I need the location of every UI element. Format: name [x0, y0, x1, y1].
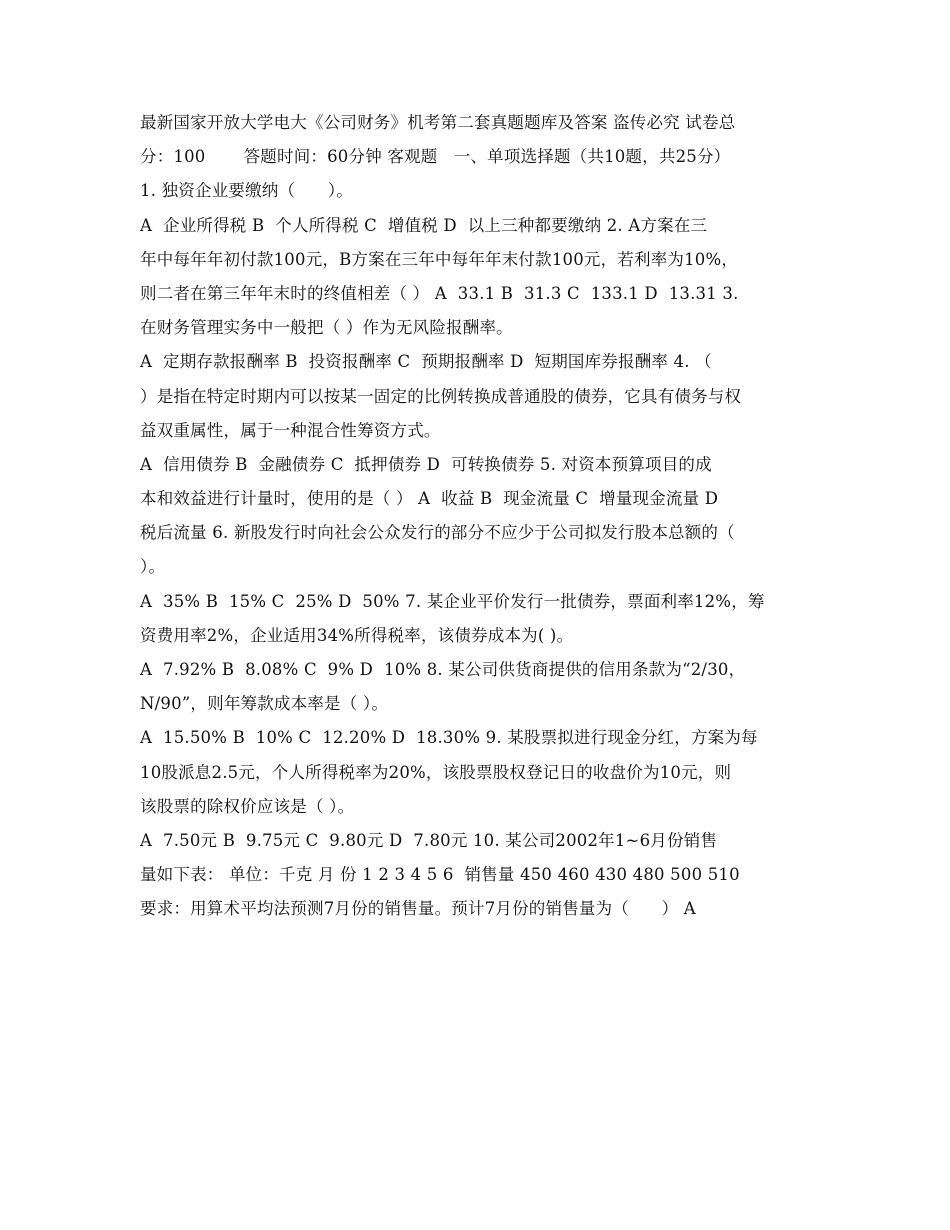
- text-line: 量如下表： 单位：千克 月 份 1 2 3 4 5 6 销售量 450 460 430 480 500 510: [140, 865, 740, 885]
- text-line: 年中每年年初付款100元，B方案在三年中每年年末付款100元，若利率为10%，: [140, 249, 739, 269]
- text-line: ）。: [140, 557, 166, 577]
- text-line: ）是指在特定时期内可以按某一固定的比例转换成普通股的债券，它具有债务与权: [140, 386, 742, 406]
- text-line: A 35% B 15% C 25% D 50% 7. 某企业平价发行一批债券，票面利率12%，筹: [140, 591, 765, 611]
- text-line: A 7.50元 B 9.75元 C 9.80元 D 7.80元 10. 某公司2002年1~6月份销售: [140, 830, 718, 850]
- text-line: A 信用债券 B 金融债券 C 抵押债券 D 可转换债券 5. 对资本预算项目的成: [140, 454, 712, 474]
- exam-text-body: [140, 106, 820, 927]
- text-line: 最新国家开放大学电大《公司财务》机考第二套真题题库及答案 盗传必究 试卷总: [140, 113, 736, 132]
- text-line: 在财务管理实务中一般把（ ）作为无风险报酬率。: [140, 318, 513, 338]
- text-line: 资费用率2%，企业适用34%所得税率，该债券成本为( )。: [140, 625, 574, 645]
- text-line: A 企业所得税 B 个人所得税 C 增值税 D 以上三种都要缴纳 2. A方案在三: [140, 215, 708, 235]
- text-line: N/90”，则年筹款成本率是（ ）。: [140, 694, 389, 714]
- text-line: 要求：用算术平均法预测7月份的销售量。预计7月份的销售量为（ ） A: [140, 899, 696, 919]
- text-line: 益双重属性，属于一种混合性筹资方式。: [140, 420, 441, 440]
- text-line: 税后流量 6. 新股发行时向社会公众发行的部分不应少于公司拟发行股本总额的（: [140, 523, 735, 543]
- text-line: 该股票的除权价应该是（ ）。: [140, 796, 355, 816]
- text-line: 本和效益进行计量时，使用的是（ ） A 收益 B 现金流量 C 增量现金流量 D: [140, 489, 719, 509]
- text-line: A 定期存款报酬率 B 投资报酬率 C 预期报酬率 D 短期国库券报酬率 4. （: [140, 352, 712, 372]
- text-line: 分：100 答题时间：60分钟 客观题 一、单项选择题（共10题，共25分）: [140, 147, 731, 167]
- text-line: 1. 独资企业要缴纳（ ）。: [140, 181, 354, 201]
- text-line: A 7.92% B 8.08% C 9% D 10% 8. 某公司供货商提供的信用条款为“2/30，: [140, 660, 746, 679]
- text-line: A 15.50% B 10% C 12.20% D 18.30% 9. 某股票拟进行现金分红，方案为每: [140, 728, 758, 748]
- text-line: 10股派息2.5元，个人所得税率为20%，该股票股权登记日的收盘价为10元，则: [140, 762, 732, 782]
- text-line: 则二者在第三年年末时的终值相差（ ） A 33.1 B 31.3 C 133.1 D 13.31 3.: [140, 283, 739, 303]
